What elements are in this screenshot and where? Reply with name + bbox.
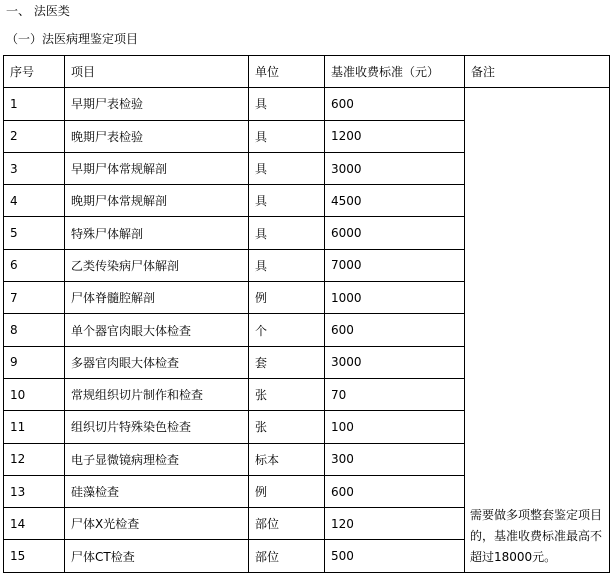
cell-fee: 3000 [325,346,465,378]
cell-no: 8 [4,314,65,346]
header-note: 备注 [465,56,610,88]
cell-fee: 600 [325,475,465,507]
cell-item: 硅藻检查 [65,475,249,507]
cell-unit: 个 [249,314,325,346]
cell-item: 尸体脊髓腔解剖 [65,282,249,314]
cell-fee: 6000 [325,217,465,249]
cell-unit: 具 [249,88,325,120]
cell-no: 14 [4,508,65,540]
table-header-row [4,56,610,88]
cell-no: 9 [4,346,65,378]
cell-item: 组织切片特殊染色检查 [65,411,249,443]
cell-item: 早期尸体常规解剖 [65,152,249,184]
subsection-title: （一）法医病理鉴定项目 [6,32,139,46]
cell-item: 乙类传染病尸体解剖 [65,249,249,281]
header-unit: 单位 [249,56,325,88]
cell-fee: 120 [325,508,465,540]
cell-item: 尸体X光检查 [65,508,249,540]
cell-item: 晚期尸体常规解剖 [65,185,249,217]
cell-no: 12 [4,443,65,475]
cell-unit: 例 [249,282,325,314]
cell-fee: 70 [325,378,465,410]
cell-fee: 7000 [325,249,465,281]
cell-no: 2 [4,120,65,152]
cell-unit: 具 [249,120,325,152]
cell-no: 3 [4,152,65,184]
cell-no: 1 [4,88,65,120]
cell-fee: 1000 [325,282,465,314]
header-no: 序号 [4,56,65,88]
cell-item: 多器官肉眼大体检查 [65,346,249,378]
cell-no: 4 [4,185,65,217]
cell-unit: 具 [249,249,325,281]
cell-no: 7 [4,282,65,314]
cell-unit: 张 [249,378,325,410]
cell-fee: 3000 [325,152,465,184]
cell-unit: 具 [249,217,325,249]
cell-no: 11 [4,411,65,443]
cell-item: 常规组织切片制作和检查 [65,378,249,410]
cell-item: 特殊尸体解剖 [65,217,249,249]
header-item: 项目 [65,56,249,88]
cell-fee: 100 [325,411,465,443]
cell-no: 10 [4,378,65,410]
cell-item: 早期尸表检验 [65,88,249,120]
cell-fee: 600 [325,314,465,346]
cell-unit: 张 [249,411,325,443]
cell-fee: 600 [325,88,465,120]
cell-unit: 具 [249,152,325,184]
cell-fee: 500 [325,540,465,572]
cell-fee: 4500 [325,185,465,217]
cell-item: 单个器官肉眼大体检查 [65,314,249,346]
cell-fee: 1200 [325,120,465,152]
cell-unit: 部位 [249,508,325,540]
table-row [4,88,610,120]
cell-no: 5 [4,217,65,249]
cell-item: 晚期尸表检验 [65,120,249,152]
cell-no: 13 [4,475,65,507]
cell-unit: 套 [249,346,325,378]
cell-unit: 具 [249,185,325,217]
fee-table [3,55,610,573]
header-fee: 基准收费标准（元） [325,56,465,88]
cell-item: 电子显微镜病理检查 [65,443,249,475]
cell-unit: 部位 [249,540,325,572]
cell-item: 尸体CT检查 [65,540,249,572]
cell-no: 15 [4,540,65,572]
cell-fee: 300 [325,443,465,475]
cell-no: 6 [4,249,65,281]
note-cell: 需要做多项整套鉴定项目的，基准收费标准最高不超过18000元。 [465,88,610,572]
cell-unit: 标本 [249,443,325,475]
cell-unit: 例 [249,475,325,507]
section-title: 一、 法医类 [6,4,70,18]
